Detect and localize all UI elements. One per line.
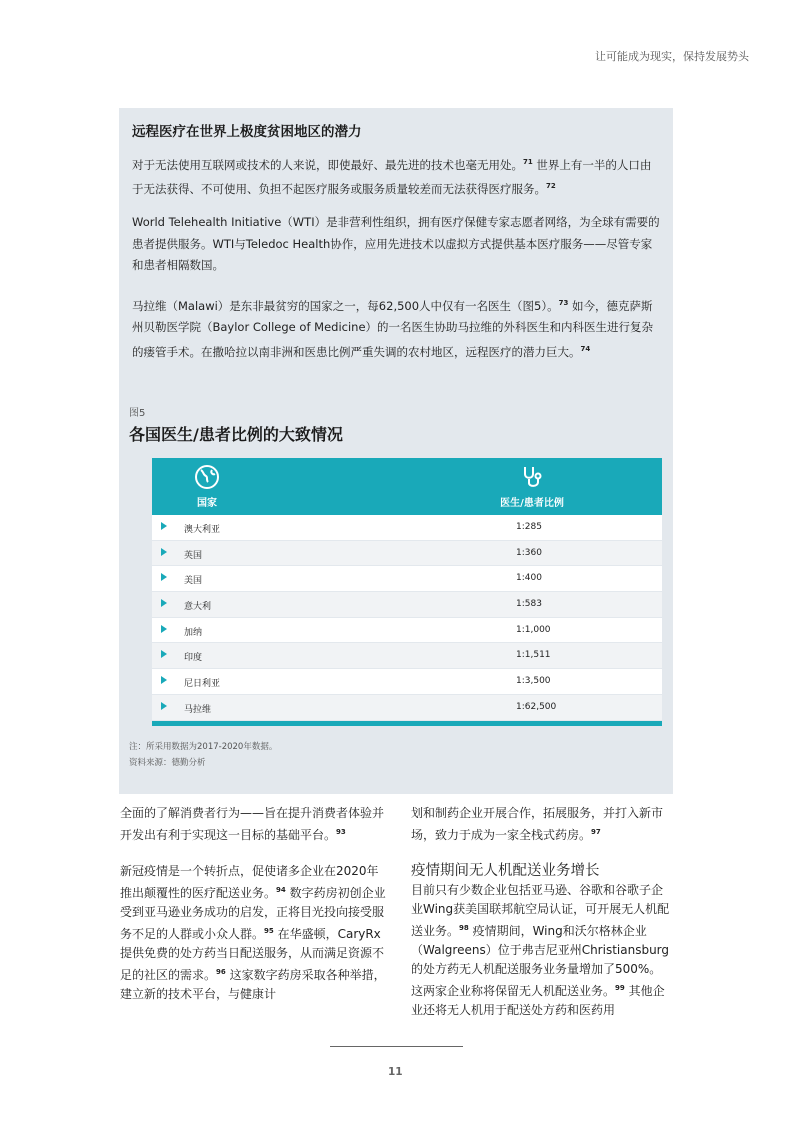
country-cell: 马拉维 bbox=[184, 704, 212, 715]
footer-rule bbox=[330, 1046, 463, 1047]
table-body bbox=[152, 515, 662, 721]
ratio-table bbox=[152, 458, 662, 726]
ratio-cell: 1:400 bbox=[516, 573, 542, 584]
table-row bbox=[152, 592, 662, 618]
ratio-cell: 1:3,500 bbox=[516, 676, 551, 687]
table-row bbox=[152, 566, 662, 592]
box-paragraph-1: 对于无法使用互联网或技术的人来说，即使最好、最先进的技术也毫无用处。$^{71}$ 世界上有一半的人口由于无法获得、不可使用、负担不起医疗服务或服务质量较差而无法获得医疗服务。$^{72}$ bbox=[132, 157, 652, 197]
country-cell: 印度 bbox=[184, 653, 203, 664]
row-arrow-icon bbox=[161, 573, 167, 581]
country-cell: 澳大利亚 bbox=[184, 525, 221, 535]
box-paragraph-2: World Telehealth Initiative（WTI）是非营利性组织，拥有医疗保健专家志愿者网络，为全球有需要的患者提供服务。WTI与Teledoc Health协作，应用先进技术以虚拟方式提供基本医疗服务——尽管专家和患者相隔数国。 bbox=[132, 215, 660, 272]
row-arrow-icon bbox=[161, 650, 167, 658]
left-paragraph-2: 新冠疫情是一个转折点，促使诸多企业在2020年推出颠覆性的医疗配送业务。$^{94}$ 数字药房初创企业受到亚马逊业务成功的启发，正将目光投向接受服务不足的人群或小众人群。$^{95}$ 在华盛顿，CaryRx提供免费的处方药当日配送服务，从而满足资源不足的社区的需求。$^{96}$ 这家数字药房采取各种举措，建立新的技术平台，与健康计 bbox=[120, 864, 386, 1001]
table-row bbox=[152, 541, 662, 567]
country-cell: 英国 bbox=[184, 550, 203, 561]
globe-icon bbox=[194, 464, 220, 490]
sidebar-box bbox=[119, 108, 673, 794]
left-paragraph-1: 全面的了解消费者行为——旨在提升消费者体验并开发出有利于实现这一目标的基础平台。$^{93}$ bbox=[120, 806, 385, 842]
ratio-cell: 1:1,000 bbox=[516, 624, 551, 635]
page-number: 11 bbox=[388, 1066, 403, 1078]
table-header bbox=[152, 458, 662, 515]
ratio-cell: 1:62,500 bbox=[516, 701, 557, 712]
row-arrow-icon bbox=[161, 676, 167, 684]
ratio-cell: 1:583 bbox=[516, 599, 542, 610]
stethoscope-icon bbox=[519, 464, 545, 490]
ratio-cell: 1:360 bbox=[516, 547, 542, 558]
right-paragraph-2: 目前只有少数企业包括亚马逊、谷歌和谷歌子企业Wing获美国联邦航空局认证，可开展无人机配送业务。$^{98}$ 疫情期间，Wing和沃尔格林企业（Walgreens）位于弗吉尼亚州Christiansburg的处方药无人机配送服务业务量增加了500%。这两家企业称将保留无人机配送业务。$^{99}$ 其他企业还将无人机用于配送处方药和医药用 bbox=[411, 883, 670, 1017]
table-row bbox=[152, 515, 662, 541]
section-subheading: 疫情期间无人机配送业务增长 bbox=[411, 863, 600, 879]
table-row bbox=[152, 643, 662, 669]
column-ratio: 医生/患者比例 bbox=[482, 464, 582, 509]
figure-note: 注：所采用数据为2017-2020年数据。 bbox=[129, 742, 278, 752]
right-column bbox=[411, 804, 673, 1020]
column-country: 国家 bbox=[172, 464, 242, 509]
left-column bbox=[120, 804, 388, 1004]
box-title: 远程医疗在世界上极度贫困地区的潜力 bbox=[132, 124, 362, 140]
right-paragraph-1: 划和制药企业开展合作，拓展服务，并打入新市场，致力于成为一家全栈式药房。$^{97}$ bbox=[411, 806, 664, 842]
country-cell: 美国 bbox=[184, 576, 203, 587]
country-cell: 尼日利亚 bbox=[184, 679, 221, 690]
row-arrow-icon bbox=[161, 599, 167, 607]
row-arrow-icon bbox=[161, 702, 167, 710]
box-paragraph-3: 马拉维（Malawi）是东非最贫穷的国家之一，每62,500人中仅有一名医生（图5）。$^{73}$ 如今，德克萨斯州贝勒医学院（Baylor College of Medicine）的一名医生协助马拉维的外科医生和内科医生进行复杂的瘘管手术。在撒哈拉以南非洲和医患比例严重失调的农村地区，远程医疗的潜力巨大。$^{74}$ bbox=[132, 298, 654, 359]
row-arrow-icon bbox=[161, 522, 167, 530]
figure-title: 各国医生/患者比例的大致情况 bbox=[129, 425, 343, 444]
ratio-cell: 1:285 bbox=[516, 522, 542, 532]
table-footer-bar bbox=[152, 721, 662, 726]
table-row bbox=[152, 618, 662, 644]
country-cell: 意大利 bbox=[184, 602, 212, 613]
table-row bbox=[152, 695, 662, 721]
ratio-cell: 1:1,511 bbox=[516, 650, 551, 661]
row-arrow-icon bbox=[161, 548, 167, 556]
figure-label: 图5 bbox=[129, 408, 146, 419]
country-cell: 加纳 bbox=[184, 627, 203, 638]
figure-source: 资料来源：德勤分析 bbox=[129, 758, 206, 768]
running-header: 让可能成为现实，保持发展势头 bbox=[595, 50, 749, 63]
row-arrow-icon bbox=[161, 625, 167, 633]
table-row bbox=[152, 669, 662, 695]
